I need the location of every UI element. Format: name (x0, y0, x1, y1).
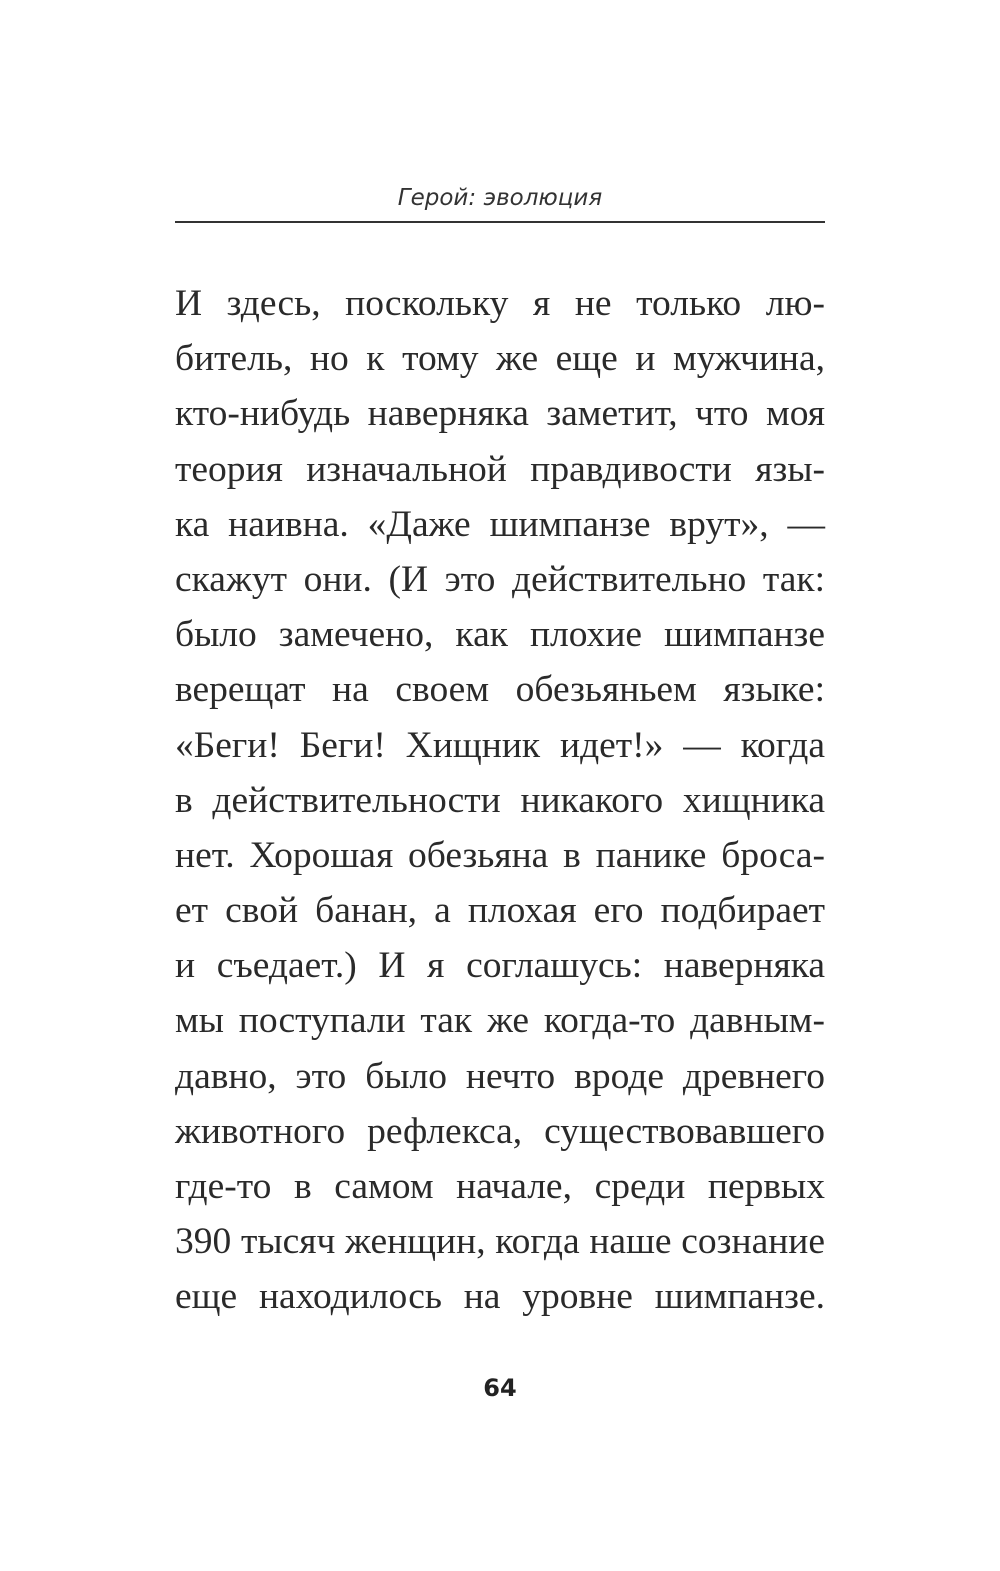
running-head: Герой: эволюция (397, 185, 603, 211)
text-line: нет. Хорошая обезьяна в панике броса- (175, 834, 825, 876)
text-line: «Беги! Беги! Хищник идет!» — когда (175, 724, 825, 766)
text-line: и съедает.) И я соглашусь: наверняка (175, 945, 825, 987)
text-line: скажут они. (И это действительно так: (175, 558, 825, 600)
text-line: животного рефлекса, существовавшего (175, 1110, 825, 1152)
text-line: И здесь, поскольку я не только лю- (175, 283, 825, 324)
text-line: ка наивна. «Даже шимпанзе врут», — (175, 503, 825, 545)
text-line: давно, это было нечто вроде древнего (175, 1055, 825, 1097)
text-line: верещат на своем обезьяньем языке: (175, 669, 825, 711)
text-line: битель, но к тому же еще и мужчина, (175, 338, 825, 380)
header-rule (175, 221, 825, 223)
page-number: 64 (483, 1374, 517, 1402)
text-line: где-то в самом начале, среди первых (175, 1166, 825, 1207)
text-line: 390 тысяч женщин, когда наше сознание (175, 1221, 825, 1263)
text-line: ет свой банан, а плохая его подбирает (175, 890, 825, 932)
text-line: теория изначальной правдивости язы- (175, 448, 825, 490)
text-line: мы поступали так же когда-то давным- (175, 1000, 825, 1042)
text-line: в действительности никакого хищника (175, 779, 825, 821)
text-line: кто-нибудь наверняка заметит, что моя (175, 393, 825, 435)
text-line: еще находилось на уровне шимпанзе. (175, 1276, 825, 1318)
text-line: было замечено, как плохие шимпанзе (175, 614, 825, 656)
body-paragraph (175, 276, 825, 1325)
